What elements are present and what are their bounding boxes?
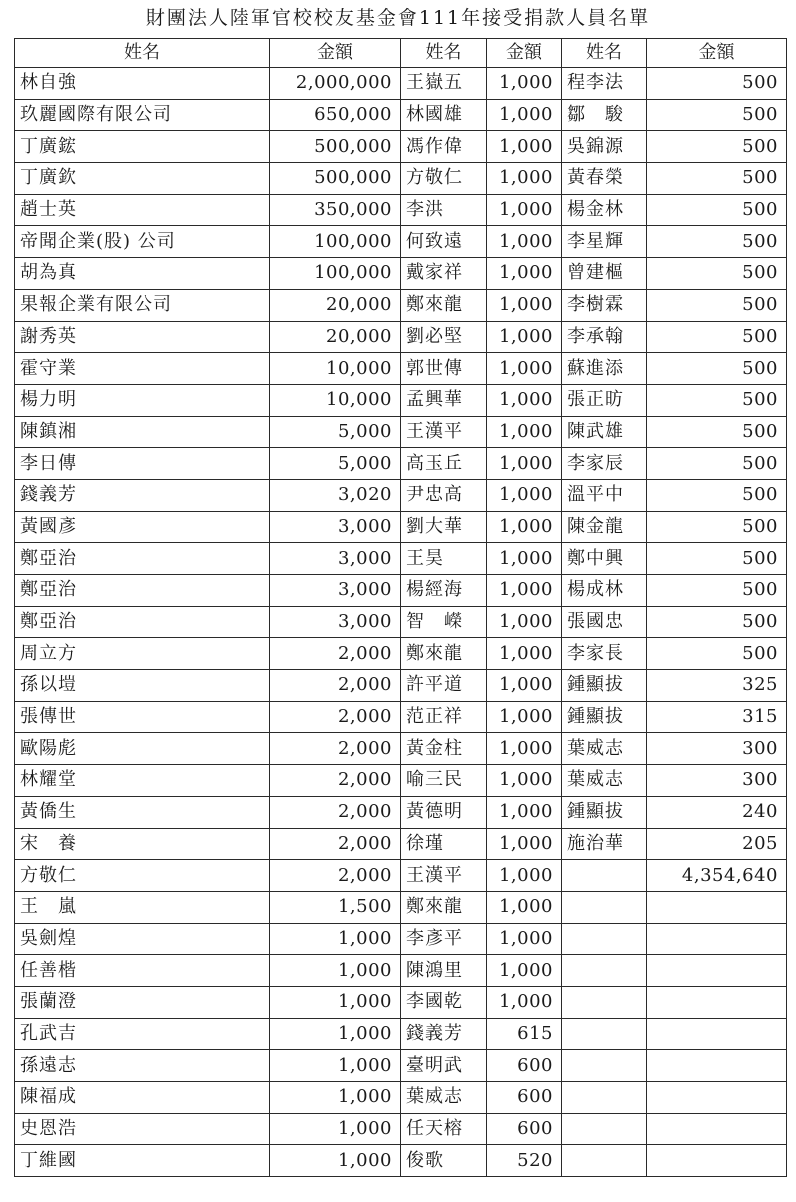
table-row xyxy=(15,670,787,702)
donation-amount-cell xyxy=(647,1145,787,1177)
donation-amount-cell xyxy=(647,891,787,923)
table-row xyxy=(15,99,787,131)
donation-amount-cell: 1,000 xyxy=(487,353,562,385)
donation-amount-cell: 1,000 xyxy=(487,479,562,511)
donation-amount-cell: 1,000 xyxy=(487,194,562,226)
table-row xyxy=(15,796,787,828)
donation-amount-cell: 2,000 xyxy=(270,860,401,892)
donation-amount-cell: 2,000 xyxy=(270,733,401,765)
donor-name-cell: 鄭來龍 xyxy=(401,891,487,923)
donor-name-cell xyxy=(562,923,647,955)
donation-amount-cell: 600 xyxy=(487,1082,562,1114)
donor-name-cell: 李家辰 xyxy=(562,448,647,480)
donor-name-cell: 戴家祥 xyxy=(401,258,487,290)
donation-amount-cell: 1,000 xyxy=(487,796,562,828)
donor-name-cell: 丁廣鋐 xyxy=(15,131,270,163)
donation-amount-cell: 350,000 xyxy=(270,194,401,226)
donation-amount-cell: 1,000 xyxy=(487,543,562,575)
donation-amount-cell: 1,000 xyxy=(487,923,562,955)
donor-name-cell: 李國乾 xyxy=(401,986,487,1018)
table-row xyxy=(15,828,787,860)
donor-name-cell: 謝秀英 xyxy=(15,321,270,353)
donor-name-cell: 葉威志 xyxy=(562,733,647,765)
header-name-3: 姓名 xyxy=(562,39,647,68)
donor-name-cell xyxy=(562,860,647,892)
donation-amount-cell: 1,500 xyxy=(270,891,401,923)
donor-name-cell: 范正祥 xyxy=(401,701,487,733)
donation-amount-cell: 205 xyxy=(647,828,787,860)
donor-name-cell: 歐陽彪 xyxy=(15,733,270,765)
donor-name-cell: 帝聞企業(股) 公司 xyxy=(15,226,270,258)
donation-amount-cell: 315 xyxy=(647,701,787,733)
donor-name-cell: 陳鎮湘 xyxy=(15,416,270,448)
donation-amount-cell: 1,000 xyxy=(270,1113,401,1145)
donation-amount-cell: 2,000,000 xyxy=(270,68,401,100)
table-body xyxy=(15,68,787,1177)
table-row xyxy=(15,860,787,892)
donation-amount-cell: 600 xyxy=(487,1113,562,1145)
donation-amount-cell xyxy=(647,1113,787,1145)
donor-name-cell: 李彥平 xyxy=(401,923,487,955)
donor-name-cell: 林國雄 xyxy=(401,99,487,131)
donation-amount-cell: 1,000 xyxy=(487,670,562,702)
donor-name-cell: 鍾顯拔 xyxy=(562,670,647,702)
donor-name-cell: 劉大華 xyxy=(401,511,487,543)
donation-amount-cell: 1,000 xyxy=(487,606,562,638)
donation-amount-cell: 1,000 xyxy=(487,860,562,892)
header-name-1: 姓名 xyxy=(15,39,270,68)
donor-name-cell xyxy=(562,1113,647,1145)
donor-name-cell: 劉必堅 xyxy=(401,321,487,353)
donation-amount-cell: 500 xyxy=(647,163,787,195)
donation-amount-cell: 240 xyxy=(647,796,787,828)
table-row xyxy=(15,416,787,448)
donation-amount-cell: 500 xyxy=(647,543,787,575)
donor-name-cell: 智 嶸 xyxy=(401,606,487,638)
donation-amount-cell: 500 xyxy=(647,479,787,511)
donation-amount-cell: 2,000 xyxy=(270,670,401,702)
donation-amount-cell: 5,000 xyxy=(270,448,401,480)
donation-amount-cell xyxy=(647,1018,787,1050)
donation-amount-cell: 1,000 xyxy=(487,131,562,163)
donation-amount-cell: 500,000 xyxy=(270,163,401,195)
table-row xyxy=(15,226,787,258)
donation-amount-cell: 10,000 xyxy=(270,384,401,416)
table-row xyxy=(15,733,787,765)
header-row xyxy=(15,39,787,68)
table-row xyxy=(15,891,787,923)
table-row xyxy=(15,923,787,955)
donation-amount-cell: 1,000 xyxy=(487,258,562,290)
donation-amount-cell: 1,000 xyxy=(270,986,401,1018)
donation-amount-cell: 1,000 xyxy=(487,226,562,258)
donation-amount-cell: 1,000 xyxy=(270,1082,401,1114)
donor-name-cell: 郭世傳 xyxy=(401,353,487,385)
donation-amount-cell: 3,000 xyxy=(270,511,401,543)
donor-name-cell: 林自強 xyxy=(15,68,270,100)
donation-amount-cell: 500 xyxy=(647,289,787,321)
donation-amount-cell xyxy=(647,923,787,955)
donor-name-cell xyxy=(562,986,647,1018)
donor-name-cell: 鄭中興 xyxy=(562,543,647,575)
table-row xyxy=(15,511,787,543)
table-row xyxy=(15,131,787,163)
donation-amount-cell: 615 xyxy=(487,1018,562,1050)
donation-amount-cell xyxy=(647,955,787,987)
table-row xyxy=(15,1145,787,1177)
table-row xyxy=(15,353,787,385)
donor-name-cell: 錢義芳 xyxy=(15,479,270,511)
donation-amount-cell: 1,000 xyxy=(487,955,562,987)
table-row xyxy=(15,289,787,321)
donor-name-cell: 許平道 xyxy=(401,670,487,702)
donor-name-cell: 鄭來龍 xyxy=(401,289,487,321)
table-row xyxy=(15,384,787,416)
donation-amount-cell xyxy=(647,1050,787,1082)
donor-name-cell: 孟興華 xyxy=(401,384,487,416)
table-row xyxy=(15,448,787,480)
donor-name-cell: 果報企業有限公司 xyxy=(15,289,270,321)
donation-amount-cell xyxy=(647,1082,787,1114)
donation-amount-cell: 500 xyxy=(647,321,787,353)
donation-amount-cell: 4,354,640 xyxy=(647,860,787,892)
donation-amount-cell: 300 xyxy=(647,765,787,797)
donation-amount-cell: 3,000 xyxy=(270,606,401,638)
donor-name-cell: 張國忠 xyxy=(562,606,647,638)
donation-amount-cell: 5,000 xyxy=(270,416,401,448)
donation-amount-cell: 600 xyxy=(487,1050,562,1082)
table-row xyxy=(15,701,787,733)
donor-name-cell xyxy=(562,955,647,987)
donation-amount-cell: 3,000 xyxy=(270,575,401,607)
donation-amount-cell: 1,000 xyxy=(487,765,562,797)
donor-name-cell: 李樹霖 xyxy=(562,289,647,321)
page-title: 財團法人陸軍官校校友基金會111年接受捐款人員名單 xyxy=(145,7,651,29)
table-row xyxy=(15,479,787,511)
donation-amount-cell: 500 xyxy=(647,131,787,163)
donor-name-cell: 王昊 xyxy=(401,543,487,575)
donation-amount-cell xyxy=(647,986,787,1018)
donation-amount-cell: 1,000 xyxy=(487,289,562,321)
donor-name-cell: 陳武雄 xyxy=(562,416,647,448)
donor-name-cell: 鄭亞治 xyxy=(15,543,270,575)
donor-name-cell: 徐瑾 xyxy=(401,828,487,860)
table-row xyxy=(15,1113,787,1145)
donor-name-cell: 蘇進添 xyxy=(562,353,647,385)
table-row xyxy=(15,68,787,100)
donor-name-cell: 黃僑生 xyxy=(15,796,270,828)
donation-amount-cell: 2,000 xyxy=(270,638,401,670)
donor-name-cell: 孫遠志 xyxy=(15,1050,270,1082)
donation-amount-cell: 520 xyxy=(487,1145,562,1177)
donation-amount-cell: 1,000 xyxy=(487,828,562,860)
donation-amount-cell: 1,000 xyxy=(487,575,562,607)
donor-name-cell: 孔武吉 xyxy=(15,1018,270,1050)
donor-name-cell: 王 嵐 xyxy=(15,891,270,923)
donation-amount-cell: 1,000 xyxy=(270,1145,401,1177)
donation-amount-cell: 1,000 xyxy=(487,68,562,100)
donation-amount-cell: 1,000 xyxy=(487,891,562,923)
donor-name-cell: 施治華 xyxy=(562,828,647,860)
donor-name-cell: 林耀堂 xyxy=(15,765,270,797)
donor-name-cell: 葉威志 xyxy=(562,765,647,797)
donor-name-cell: 霍守業 xyxy=(15,353,270,385)
donor-name-cell: 王漢平 xyxy=(401,860,487,892)
donation-amount-cell: 3,000 xyxy=(270,543,401,575)
donor-name-cell xyxy=(562,1050,647,1082)
table-row xyxy=(15,258,787,290)
donor-name-cell: 方敬仁 xyxy=(401,163,487,195)
donation-amount-cell: 1,000 xyxy=(487,733,562,765)
donation-amount-cell: 500 xyxy=(647,194,787,226)
donor-name-cell: 方敬仁 xyxy=(15,860,270,892)
donation-amount-cell: 1,000 xyxy=(270,1018,401,1050)
donor-name-cell: 葉威志 xyxy=(401,1082,487,1114)
donor-name-cell: 曾建樞 xyxy=(562,258,647,290)
table-row xyxy=(15,575,787,607)
table-row xyxy=(15,1050,787,1082)
donation-amount-cell: 2,000 xyxy=(270,701,401,733)
donor-name-cell: 鄭來龍 xyxy=(401,638,487,670)
donation-amount-cell: 300 xyxy=(647,733,787,765)
donation-amount-cell: 20,000 xyxy=(270,289,401,321)
donor-name-cell: 黃國彥 xyxy=(15,511,270,543)
donor-name-cell: 張蘭澄 xyxy=(15,986,270,1018)
donation-amount-cell: 10,000 xyxy=(270,353,401,385)
donor-name-cell: 臺明武 xyxy=(401,1050,487,1082)
donor-name-cell: 玖麗國際有限公司 xyxy=(15,99,270,131)
table-header xyxy=(15,39,787,68)
donation-amount-cell: 2,000 xyxy=(270,828,401,860)
donor-name-cell: 吳劍煌 xyxy=(15,923,270,955)
donor-name-cell: 黃春榮 xyxy=(562,163,647,195)
donor-name-cell: 張傳世 xyxy=(15,701,270,733)
donor-name-cell: 鍾顯拔 xyxy=(562,701,647,733)
table-row xyxy=(15,163,787,195)
donor-name-cell: 胡為真 xyxy=(15,258,270,290)
donation-amount-cell: 1,000 xyxy=(487,701,562,733)
table-row xyxy=(15,1082,787,1114)
donor-name-cell: 高玉丘 xyxy=(401,448,487,480)
donation-amount-cell: 1,000 xyxy=(487,511,562,543)
table-row xyxy=(15,194,787,226)
donor-name-cell: 楊成林 xyxy=(562,575,647,607)
donor-name-cell: 俊歌 xyxy=(401,1145,487,1177)
donor-name-cell xyxy=(562,1018,647,1050)
table-row xyxy=(15,986,787,1018)
donor-name-cell: 丁維國 xyxy=(15,1145,270,1177)
donor-name-cell: 鄭亞治 xyxy=(15,575,270,607)
donation-amount-cell: 1,000 xyxy=(270,923,401,955)
donation-amount-cell: 500 xyxy=(647,384,787,416)
donor-name-cell: 任天榕 xyxy=(401,1113,487,1145)
header-amount-1: 金額 xyxy=(270,39,401,68)
donor-name-cell: 張正昉 xyxy=(562,384,647,416)
donation-amount-cell: 500 xyxy=(647,638,787,670)
donation-amount-cell: 1,000 xyxy=(487,448,562,480)
table-row xyxy=(15,955,787,987)
donation-amount-cell: 500 xyxy=(647,226,787,258)
table-row xyxy=(15,606,787,638)
donor-name-cell: 李承翰 xyxy=(562,321,647,353)
donor-name-cell xyxy=(562,1145,647,1177)
donor-name-cell: 陳鴻里 xyxy=(401,955,487,987)
donation-amount-cell: 500 xyxy=(647,416,787,448)
donation-amount-cell: 20,000 xyxy=(270,321,401,353)
table-row xyxy=(15,321,787,353)
donor-name-cell: 何致遠 xyxy=(401,226,487,258)
donor-name-cell: 鍾顯拔 xyxy=(562,796,647,828)
donor-name-cell: 楊金林 xyxy=(562,194,647,226)
donation-amount-cell: 3,020 xyxy=(270,479,401,511)
donation-amount-cell: 2,000 xyxy=(270,796,401,828)
donor-name-cell: 李洪 xyxy=(401,194,487,226)
donation-amount-cell: 500 xyxy=(647,258,787,290)
donor-name-cell: 趙士英 xyxy=(15,194,270,226)
donation-amount-cell: 1,000 xyxy=(487,638,562,670)
donation-amount-cell: 1,000 xyxy=(270,1050,401,1082)
donation-amount-cell: 500 xyxy=(647,448,787,480)
donor-name-cell: 楊經海 xyxy=(401,575,487,607)
donor-name-cell: 王漢平 xyxy=(401,416,487,448)
donation-amount-cell: 1,000 xyxy=(487,163,562,195)
donor-name-cell: 鄭亞治 xyxy=(15,606,270,638)
donor-name-cell: 馮作偉 xyxy=(401,131,487,163)
header-amount-2: 金額 xyxy=(487,39,562,68)
donation-amount-cell: 1,000 xyxy=(487,99,562,131)
table-row xyxy=(15,543,787,575)
donation-amount-cell: 100,000 xyxy=(270,258,401,290)
header-name-2: 姓名 xyxy=(401,39,487,68)
donation-amount-cell: 1,000 xyxy=(487,384,562,416)
donor-name-cell: 王嶽五 xyxy=(401,68,487,100)
donor-name-cell: 任善楷 xyxy=(15,955,270,987)
donor-name-cell: 孫以塏 xyxy=(15,670,270,702)
donation-amount-cell: 500 xyxy=(647,99,787,131)
donor-name-cell: 周立方 xyxy=(15,638,270,670)
donation-amount-cell: 1,000 xyxy=(270,955,401,987)
table-row xyxy=(15,765,787,797)
table-row xyxy=(15,1018,787,1050)
donation-amount-cell: 1,000 xyxy=(487,416,562,448)
donation-amount-cell: 1,000 xyxy=(487,321,562,353)
donation-amount-cell: 500,000 xyxy=(270,131,401,163)
donor-name-cell: 丁廣欽 xyxy=(15,163,270,195)
donation-amount-cell: 650,000 xyxy=(270,99,401,131)
donor-name-cell: 楊力明 xyxy=(15,384,270,416)
donation-amount-cell: 2,000 xyxy=(270,765,401,797)
donation-amount-cell: 500 xyxy=(647,575,787,607)
donation-amount-cell: 500 xyxy=(647,353,787,385)
donor-name-cell xyxy=(562,891,647,923)
donation-amount-cell: 500 xyxy=(647,511,787,543)
donor-name-cell: 李家長 xyxy=(562,638,647,670)
donor-name-cell: 陳福成 xyxy=(15,1082,270,1114)
donor-name-cell: 錢義芳 xyxy=(401,1018,487,1050)
donation-amount-cell: 500 xyxy=(647,606,787,638)
donor-name-cell: 黃德明 xyxy=(401,796,487,828)
donation-amount-cell: 325 xyxy=(647,670,787,702)
donor-name-cell: 尹忠高 xyxy=(401,479,487,511)
donor-name-cell: 鄒 駿 xyxy=(562,99,647,131)
donation-amount-cell: 100,000 xyxy=(270,226,401,258)
donor-name-cell: 宋 養 xyxy=(15,828,270,860)
donor-name-cell: 喻三民 xyxy=(401,765,487,797)
donor-name-cell: 陳金龍 xyxy=(562,511,647,543)
donor-name-cell xyxy=(562,1082,647,1114)
donor-name-cell: 史恩浩 xyxy=(15,1113,270,1145)
donation-amount-cell: 500 xyxy=(647,68,787,100)
donor-table xyxy=(14,38,787,1177)
donor-name-cell: 黃金柱 xyxy=(401,733,487,765)
donor-name-cell: 溫平中 xyxy=(562,479,647,511)
donation-amount-cell: 1,000 xyxy=(487,986,562,1018)
donor-name-cell: 吳錦源 xyxy=(562,131,647,163)
donor-name-cell: 李星輝 xyxy=(562,226,647,258)
table-row xyxy=(15,638,787,670)
donor-name-cell: 李日傳 xyxy=(15,448,270,480)
donor-name-cell: 程李法 xyxy=(562,68,647,100)
header-amount-3: 金額 xyxy=(647,39,787,68)
